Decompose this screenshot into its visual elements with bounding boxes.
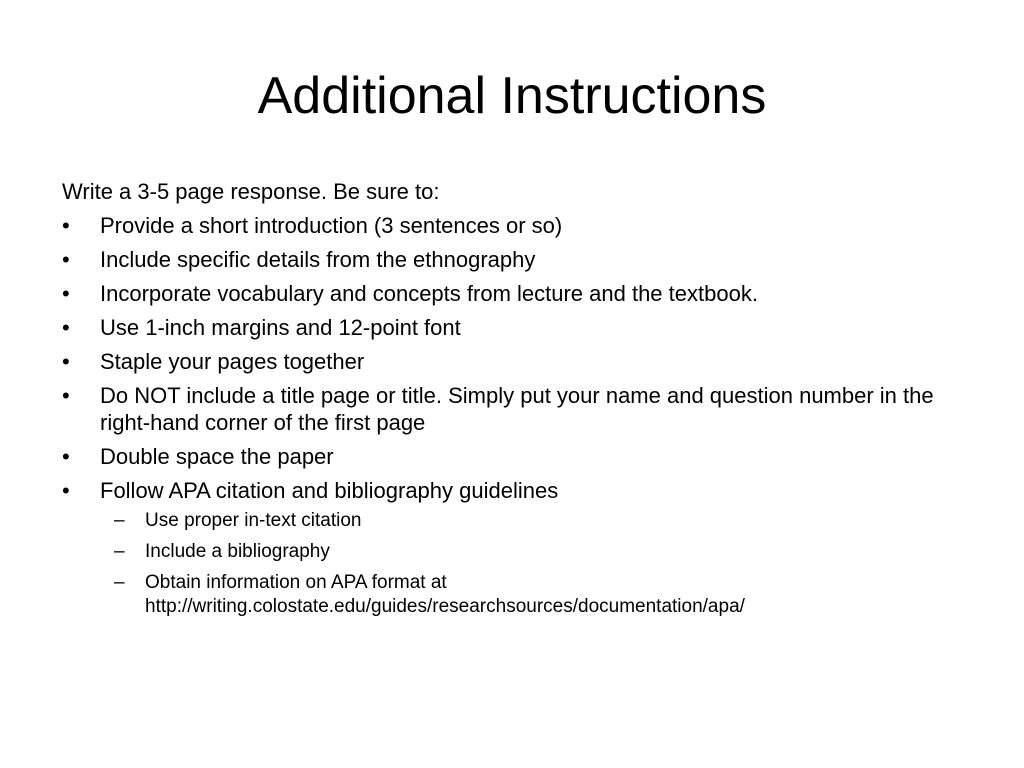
slide-title: Additional Instructions xyxy=(257,67,767,125)
bullet-text: Include specific details from the ethnography xyxy=(100,247,536,272)
bullet-icon: • xyxy=(62,213,70,238)
bullet-icon: • xyxy=(62,349,70,374)
bullet-icon: • xyxy=(62,444,70,469)
bullet-icon: • xyxy=(62,315,70,340)
bullet-item xyxy=(62,477,962,619)
bullet-text: Provide a short introduction (3 sentences or so) xyxy=(100,213,563,238)
bullet-text: Use 1-inch margins and 12-point font xyxy=(100,315,461,340)
bullet-text: Follow APA citation and bibliography guidelines xyxy=(100,478,559,503)
sub-bullet-text: Use proper in-text citation xyxy=(145,510,362,531)
sub-bullet-item xyxy=(100,540,962,564)
bullet-item xyxy=(62,443,962,470)
bullet-item xyxy=(62,280,962,307)
sub-bullet-item xyxy=(100,571,962,619)
bullet-item xyxy=(62,382,962,436)
bullet-icon: • xyxy=(62,281,70,306)
bullet-list xyxy=(62,212,962,619)
bullet-item xyxy=(62,246,962,273)
bullet-icon: • xyxy=(62,478,70,503)
bullet-text: Staple your pages together xyxy=(100,349,365,374)
dash-icon: – xyxy=(114,572,125,593)
sub-bullet-text: Include a bibliography xyxy=(145,541,330,562)
bullet-item xyxy=(62,212,962,239)
sub-bullet-list xyxy=(100,509,962,619)
bullet-text: Incorporate vocabulary and concepts from lecture and the textbook. xyxy=(100,281,758,306)
bullet-text: Double space the paper xyxy=(100,444,334,469)
dash-icon: – xyxy=(114,541,125,562)
bullet-item xyxy=(62,348,962,375)
bullet-text: Do NOT include a title page or title. Simply put your name and question number in the right-hand corner of the first page xyxy=(100,383,934,435)
dash-icon: – xyxy=(114,510,125,531)
sub-bullet-text: Obtain information on APA format at http://writing.colostate.edu/guides/researchsources/documentation/apa/ xyxy=(145,572,745,617)
bullet-icon: • xyxy=(62,247,70,272)
bullet-item xyxy=(62,314,962,341)
bullet-icon: • xyxy=(62,383,70,408)
sub-bullet-item xyxy=(100,509,962,533)
intro-text: Write a 3-5 page response. Be sure to: xyxy=(62,179,440,204)
slide-body xyxy=(62,178,962,626)
